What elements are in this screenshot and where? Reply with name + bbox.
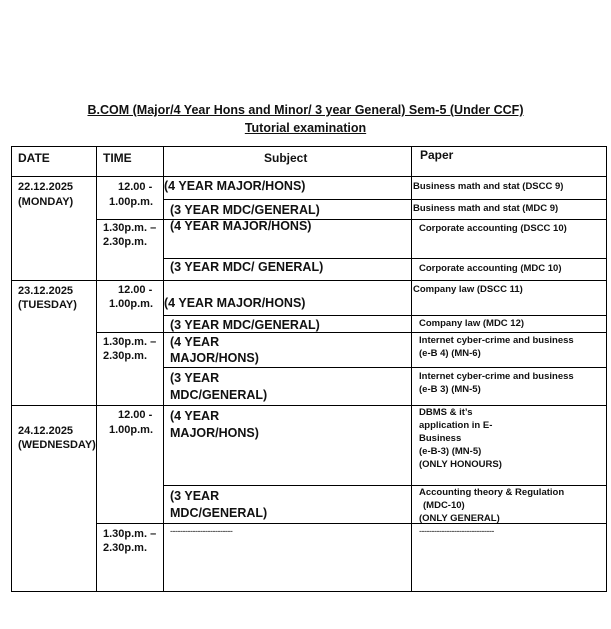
paper-cell: Corporate accounting (MDC 10) [419, 263, 562, 274]
paper-cell: DBMS & it’s [419, 407, 473, 418]
subject-cell: (4 YEAR MAJOR/HONS) [170, 219, 312, 233]
time-cell: 2.30p.m. [103, 350, 148, 362]
header-subject: Subject [264, 151, 308, 165]
subject-cell: MAJOR/HONS) [170, 351, 259, 365]
subject-cell: (3 YEAR [170, 489, 220, 503]
row-divider [163, 367, 607, 368]
paper-cell: (ONLY HONOURS) [419, 459, 502, 470]
paper-cell: (MDC-10) [423, 500, 465, 511]
time-cell: 12.00 - [118, 181, 153, 193]
time-cell: 1.00p.m. [109, 424, 154, 436]
paper-cell: (e-B 3) (MN-5) [419, 384, 481, 395]
date-cell: 22.12.2025 [18, 181, 74, 193]
date-cell: 23.12.2025 [18, 285, 74, 297]
paper-cell: (ONLY GENERAL) [419, 513, 500, 524]
paper-cell: (e-B-3) (MN-5) [419, 446, 482, 457]
time-cell: 12.00 - [118, 409, 153, 421]
time-cell: 1.30p.m. – [103, 222, 157, 234]
time-cell: 1.30p.m. – [103, 336, 157, 348]
header-time: TIME [103, 151, 132, 165]
day-cell: (WEDNESDAY) [18, 439, 96, 451]
table-divider-time [163, 146, 164, 592]
header-row-divider [11, 176, 607, 177]
subject-cell: (4 YEAR MAJOR/HONS) [164, 179, 306, 193]
paper-cell: Internet cyber-crime and business [419, 371, 574, 382]
paper-cell: Company law (MDC 12) [419, 318, 525, 329]
table-border-left [11, 146, 12, 592]
subject-cell: (3 YEAR MDC/ GENERAL) [170, 260, 324, 274]
date-cell: 24.12.2025 [18, 425, 74, 437]
subject-cell: MAJOR/HONS) [170, 426, 259, 440]
table-border-top [11, 146, 607, 147]
paper-cell: Accounting theory & Regulation [419, 487, 565, 498]
subject-cell: (4 YEAR [170, 409, 220, 423]
day-cell: (TUESDAY) [18, 299, 77, 311]
document-subtitle: Tutorial examination [244, 121, 367, 135]
day-divider [11, 405, 607, 406]
paper-cell: (e-B 4) (MN-6) [419, 348, 481, 359]
paper-cell: Business math and stat (DSCC 9) [413, 181, 564, 192]
row-divider [163, 199, 607, 200]
header-paper: Paper [420, 148, 454, 162]
time-cell: 1.00p.m. [109, 196, 154, 208]
table-border-right [606, 146, 607, 592]
day-cell: (MONDAY) [18, 196, 74, 208]
subject-cell: MDC/GENERAL) [170, 506, 268, 520]
paper-cell: Company law (DSCC 11) [413, 284, 523, 295]
subject-cell: (4 YEAR MAJOR/HONS) [164, 296, 306, 310]
paper-cell: Corporate accounting (DSCC 10) [419, 223, 567, 234]
paper-cell: Internet cyber-crime and business [419, 335, 574, 346]
row-divider [163, 258, 607, 259]
day-divider [11, 280, 607, 281]
table-border-bottom [11, 591, 607, 592]
subject-cell: (4 YEAR [170, 335, 220, 349]
paper-cell-empty: ------------------------------ [419, 526, 494, 536]
paper-cell: application in E- [419, 420, 493, 431]
paper-cell: Business math and stat (MDC 9) [413, 203, 559, 214]
document-title: B.COM (Major/4 Year Hons and Minor/ 3 year General) Sem-5 (Under CCF) [87, 103, 524, 117]
time-cell: 2.30p.m. [103, 542, 148, 554]
header-date: DATE [18, 151, 50, 165]
subject-cell: MDC/GENERAL) [170, 388, 268, 402]
subject-cell: (3 YEAR MDC/GENERAL) [170, 318, 320, 332]
subject-cell: (3 YEAR [170, 371, 220, 385]
subject-cell: (3 YEAR MDC/GENERAL) [170, 203, 320, 217]
time-cell: 1.30p.m. – [103, 528, 157, 540]
table-divider-date [96, 146, 97, 592]
time-cell: 1.00p.m. [109, 298, 154, 310]
row-divider [163, 315, 607, 316]
row-divider [163, 485, 607, 486]
time-cell: 2.30p.m. [103, 236, 148, 248]
time-cell: 12.00 - [118, 284, 153, 296]
paper-cell: Business [419, 433, 462, 444]
table-divider-subject [411, 146, 412, 592]
subject-cell-empty: ------------------------- [170, 526, 233, 536]
